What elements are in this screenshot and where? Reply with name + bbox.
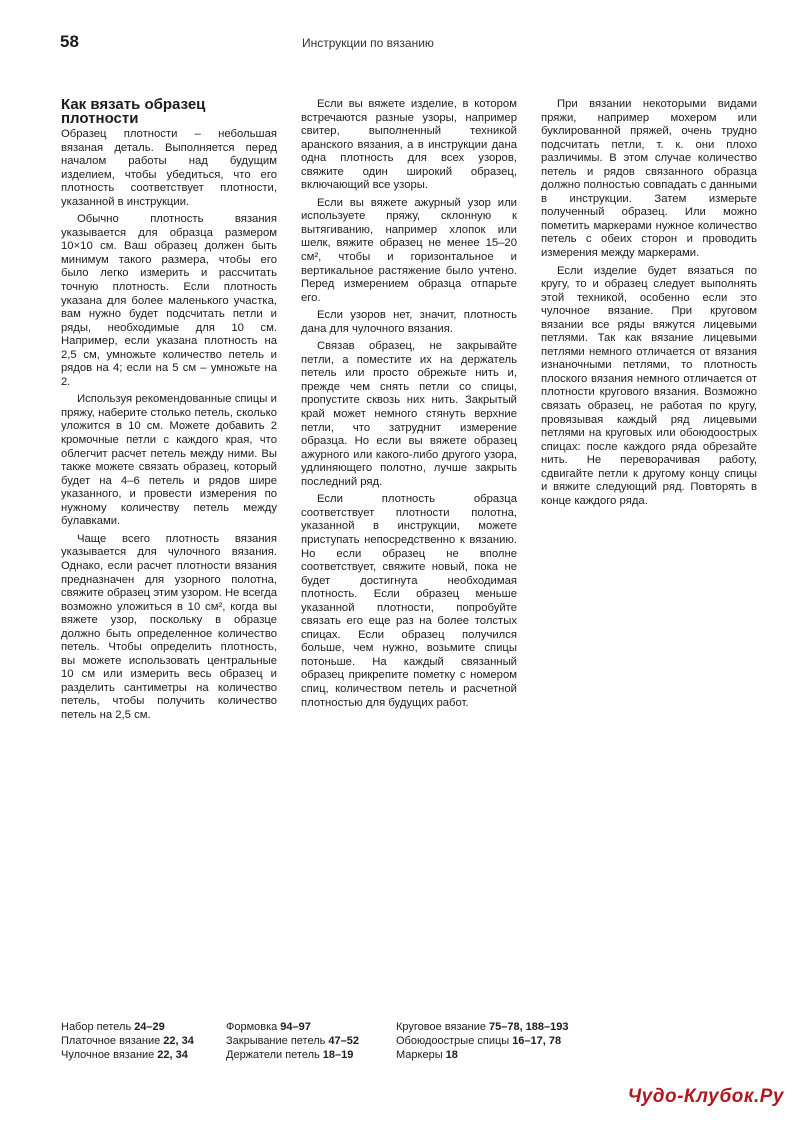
- paragraph: Связав образец, не закрывайте петли, а поместите их на держатель петель или просто обрежьте нить и, прежде чем снять петли со спицы, пропустите сквозь них нить. Закрытый край может немного стянуть верхние петли, что затруднит измерение образца. Но если вы вяжете образец ажурного или какого-либо другого узора, удлиняющего полотно, лучше закрыть последний ряд.: [301, 340, 517, 488]
- index-term: Обоюдоострые спицы: [396, 1035, 510, 1047]
- index-term: Чулочное вязание: [61, 1049, 155, 1061]
- paragraph: Если изделие будет вязаться по кругу, то и образец следует выполнять этой техникой, особенно если это чулочное вязание. При круговом вязании все ряды вяжутся лицевыми петлями. Так как вязание лицевыми петлями немного отличается от вязания изнаночными петлями, то плотность плоского вязания немного отличается от плотности кругового вязания. Возможно связать образец, не работая по кругу, провязывая каждый ряд лицевыми петлями на круговых или обоюдоострых спицах: после каждого ряда обрезайте нить. Не переворачивая работу, сдвигайте петли к другому концу спицы и вяжите следующий ряд. Повторять в конце каждого ряда.: [541, 264, 757, 507]
- index-entry: [226, 1048, 359, 1062]
- index-term: Платочное вязание: [61, 1035, 161, 1047]
- index-pages: 75–78, 188–193: [488, 1021, 569, 1033]
- index-entry: [61, 1034, 194, 1048]
- site-watermark: Чудо-Клубок.Ру: [627, 1086, 784, 1107]
- index-entry: [61, 1020, 194, 1034]
- paragraph: При вязании некоторыми видами пряжи, например мохером или буклированной пряжей, очень трудно подсчитать петли, т. к. они плохо различимы. В этом случае количество петель и рядов связанного образца должно полностью совпадать с данными в инструкции. Затем измерьте полученный образец. Или можно пометить маркерами нужное количество петель с обеих сторон и проводить измерения между маркерами.: [541, 98, 757, 260]
- index-pages: 16–17, 78: [512, 1035, 562, 1047]
- index-term: Маркеры: [396, 1049, 443, 1061]
- index-pages: 22, 34: [163, 1035, 194, 1047]
- paragraph: Если вы вяжете изделие, в котором встречаются разные узоры, например свитер, выполненный техникой аранского вязания, а в инструкции дана одна плотность для всех узоров, свяжите один широкий образец, включающий все узоры.: [301, 98, 517, 192]
- paragraph: Используя рекомендованные спицы и пряжу, наберите столько петель, сколько уложится в 10 см. Можете добавить 2 кромочные петли с каждого края, что облегчит расчет петель между ними. Вы также можете связать образец, который будет на 4–6 петель и рядов шире указанного, и провести измерения по нужному количеству петель между булавками.: [61, 393, 277, 528]
- index-entry: [396, 1034, 569, 1048]
- index-pages: 47–52: [328, 1035, 359, 1047]
- paragraph: Если узоров нет, значит, плотность дана для чулочного вязания.: [301, 309, 517, 335]
- index-pages: 94–97: [280, 1021, 311, 1033]
- paragraph: Образец плотности – небольшая вязаная деталь. Выполняется перед началом работы над будущим изделием, чтобы убедиться, что его плотность соответствует плотности, указанной в инструкции.: [61, 128, 277, 208]
- index-pages: 18–19: [322, 1049, 354, 1061]
- index-column-1: [61, 1020, 194, 1062]
- index-entry: [226, 1034, 359, 1048]
- article-heading: Как вязать образец плотности: [61, 96, 206, 127]
- index-entry: [396, 1048, 569, 1062]
- index-term: Набор петель: [61, 1021, 132, 1033]
- article-column-2: [301, 98, 517, 714]
- index-entry: [396, 1020, 569, 1034]
- index-pages: 22, 34: [157, 1049, 188, 1061]
- index-pages: 24–29: [134, 1021, 165, 1033]
- index-column-3: [396, 1020, 569, 1062]
- paragraph: Чаще всего плотность вязания указывается для чулочного вязания. Однако, если расчет плотности вязания предназначен для узорного полотна, свяжите образец этим узором. Не всегда возможно уложиться в 10 см², когда вы вяжете узор, поскольку в образце должно быть определенное количество петель. Чтобы определить плотность, вы можете использовать центральные 10 см или измерить весь образец и разделить сантиметры на количество петель, чтобы получить количество петель на 2,5 см.: [61, 532, 277, 721]
- paragraph: Обычно плотность вязания указывается для образца размером 10×10 см. Ваш образец должен быть минимум такого размера, чтобы его было легко измерить и рассчитать точную плотность. Если плотность указана для более маленького участка, вам нужно будет подсчитать петли и ряды, необходимые для 10 см. Например, если указана плотность на 2,5 см, умножьте количество петель и рядов на 4; если на 5 см – умножьте на 2.: [61, 213, 277, 388]
- index-entry: [61, 1048, 194, 1062]
- paragraph: Если плотность образца соответствует плотности полотна, указанной в инструкции, можете приступать непосредственно к вязанию. Но если образец не вполне соответствует, свяжите новый, пока не будет достигнута необходимая плотность. Если образец меньше указанной плотности, попробуйте связать его еще раз на более толстых спицах. Если образец получился больше, чем нужно, возьмите спицы потоньше. На каждый связанный образец прикрепите пометку с номером спиц, количеством петель и расчетной плотностью для будущих работ.: [301, 493, 517, 709]
- running-title: Инструкции по вязанию: [302, 36, 434, 50]
- article-column-3: [541, 98, 757, 512]
- paragraph: Если вы вяжете ажурный узор или используете пряжу, склонную к вытягиванию, например хлопок или шелк, вяжите образец не менее 15–20 см², чтобы и горизонтальное и вертикальное растяжение было учтено. Перед измерением образца отпарьте его.: [301, 196, 517, 304]
- index-column-2: [226, 1020, 359, 1062]
- index-term: Держатели петель: [226, 1049, 320, 1061]
- index-term: Круговое вязание: [396, 1021, 486, 1033]
- index-term: Закрывание петель: [226, 1035, 326, 1047]
- article-column-1: [61, 98, 277, 727]
- index-entry: [226, 1020, 359, 1034]
- page-number: 58: [60, 32, 79, 51]
- index-term: Формовка: [226, 1021, 278, 1033]
- index-pages: 18: [445, 1049, 458, 1061]
